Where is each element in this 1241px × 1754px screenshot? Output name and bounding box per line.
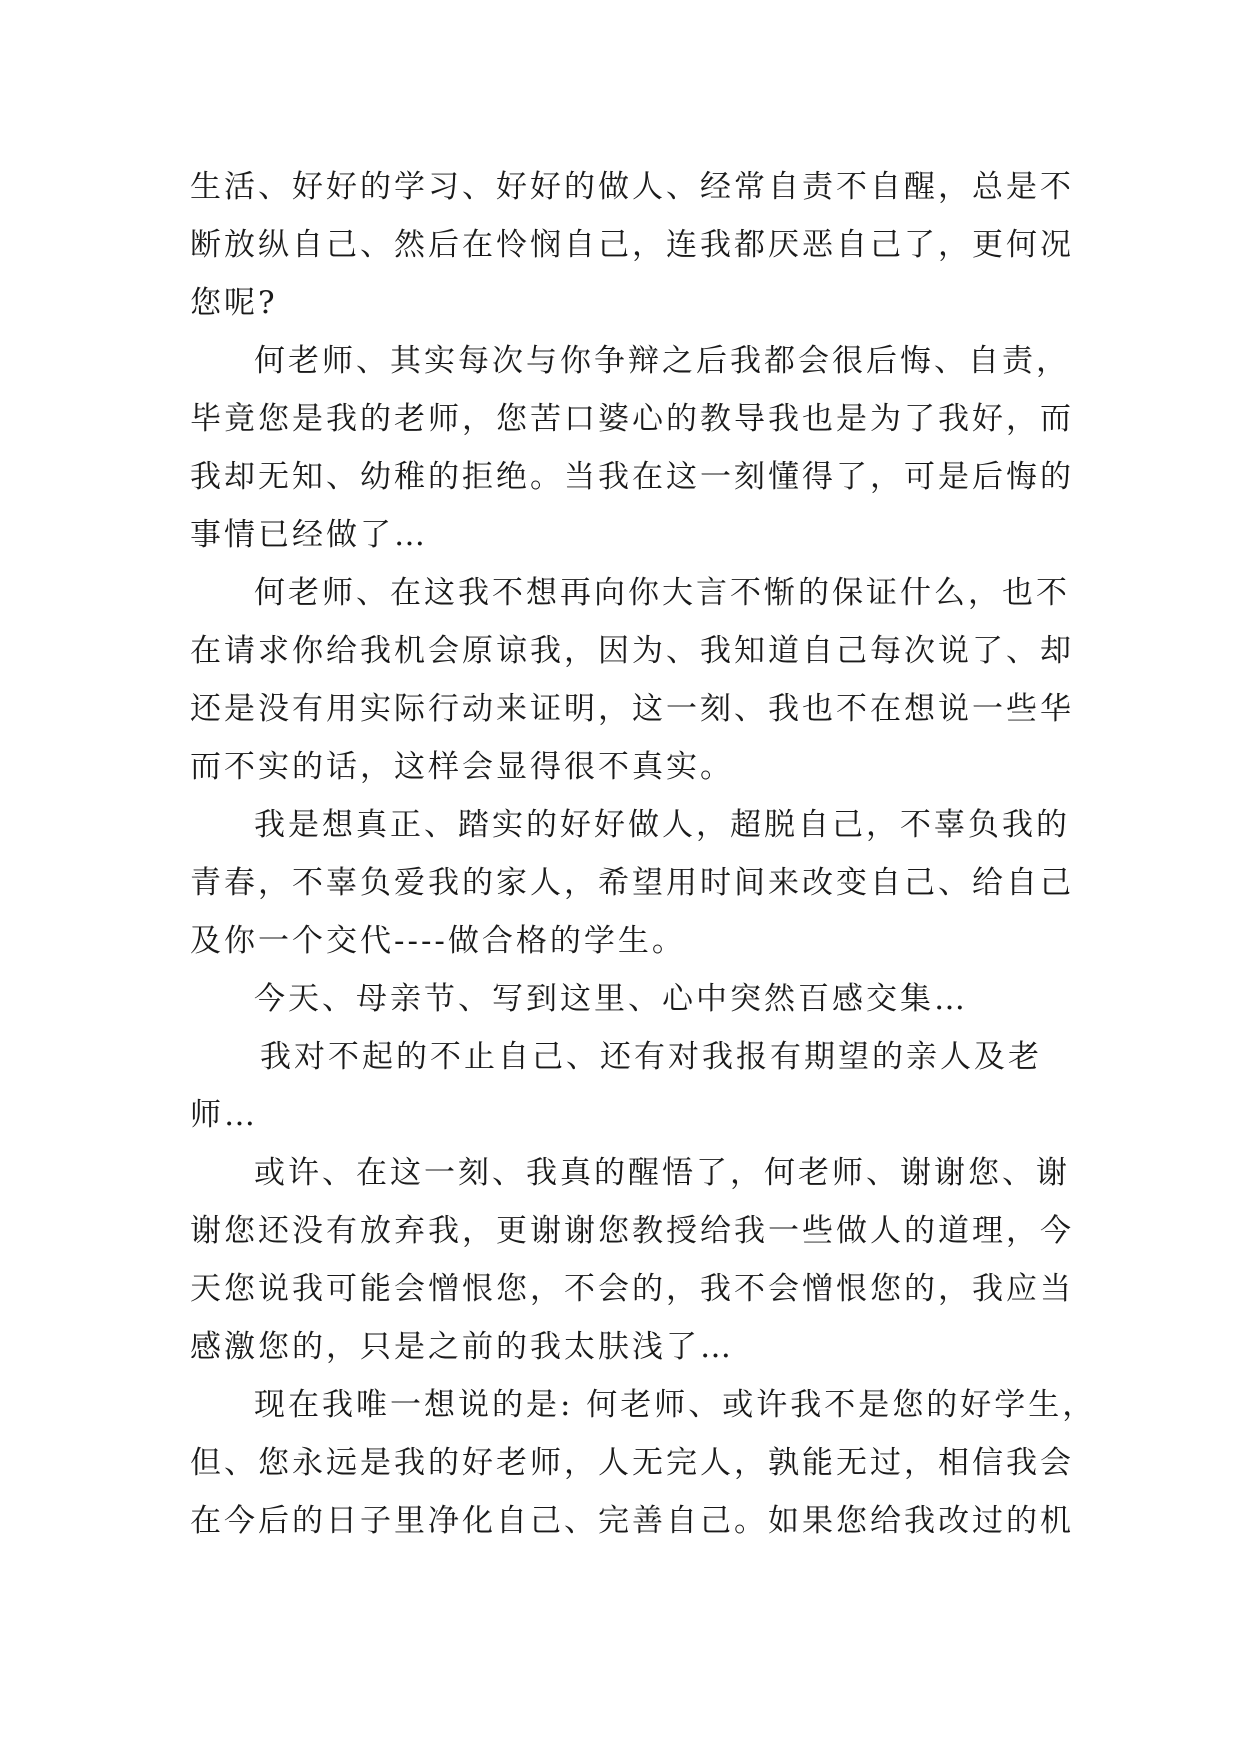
paragraph-first-line: 或许、在这一刻、我真的醒悟了，何老师、谢谢您、谢 — [254, 1155, 1070, 1191]
text-line: 青春，不辜负爱我的家人，希望用时间来改变自己、给自己 — [190, 865, 1074, 901]
paragraph-first-line: 今天、母亲节、写到这里、心中突然百感交集… — [254, 981, 968, 1017]
text-line: 而不实的话，这样会显得很不真实。 — [190, 749, 734, 785]
text-line: 在今后的日子里净化自己、完善自己。如果您给我改过的机 — [190, 1503, 1074, 1539]
text-line: 还是没有用实际行动来证明，这一刻、我也不在想说一些华 — [190, 691, 1074, 727]
document-body — [190, 158, 1097, 1550]
text-line: 事情已经做了… — [190, 517, 428, 553]
paragraph-first-line: 何老师、其实每次与你争辩之后我都会很后悔、自责， — [254, 343, 1070, 379]
text-line: 生活、好好的学习、好好的做人、经常自责不自醒，总是不 — [190, 169, 1074, 205]
text-line: 毕竟您是我的老师，您苦口婆心的教导我也是为了我好，而 — [190, 401, 1074, 437]
text-line: 我却无知、幼稚的拒绝。当我在这一刻懂得了，可是后悔的 — [190, 459, 1074, 495]
paragraph-first-line: 现在我唯一想说的是: 何老师、或许我不是您的好学生， — [254, 1387, 1097, 1423]
text-line: 天您说我可能会憎恨您，不会的，我不会憎恨您的，我应当 — [190, 1271, 1074, 1307]
paragraph-first-line: 我是想真正、踏实的好好做人，超脱自己，不辜负我的 — [254, 807, 1070, 843]
text-line: 断放纵自己、然后在怜悯自己，连我都厌恶自己了，更何况 — [190, 227, 1074, 263]
text-line: 及你一个交代----做合格的学生。 — [190, 923, 686, 959]
text-line: 您呢? — [190, 285, 278, 321]
paragraph-first-line: 我对不起的不止自己、还有对我报有期望的亲人及老 — [260, 1039, 1042, 1075]
text-line: 谢您还没有放弃我，更谢谢您教授给我一些做人的道理，今 — [190, 1213, 1074, 1249]
text-line: 在请求你给我机会原谅我，因为、我知道自己每次说了、却 — [190, 633, 1074, 669]
text-line: 但、您永远是我的好老师，人无完人，孰能无过，相信我会 — [190, 1445, 1074, 1481]
text-line: 师… — [190, 1097, 258, 1133]
text-line: 感激您的，只是之前的我太肤浅了… — [190, 1329, 734, 1365]
paragraph-first-line: 何老师、在这我不想再向你大言不惭的保证什么，也不 — [254, 575, 1070, 611]
